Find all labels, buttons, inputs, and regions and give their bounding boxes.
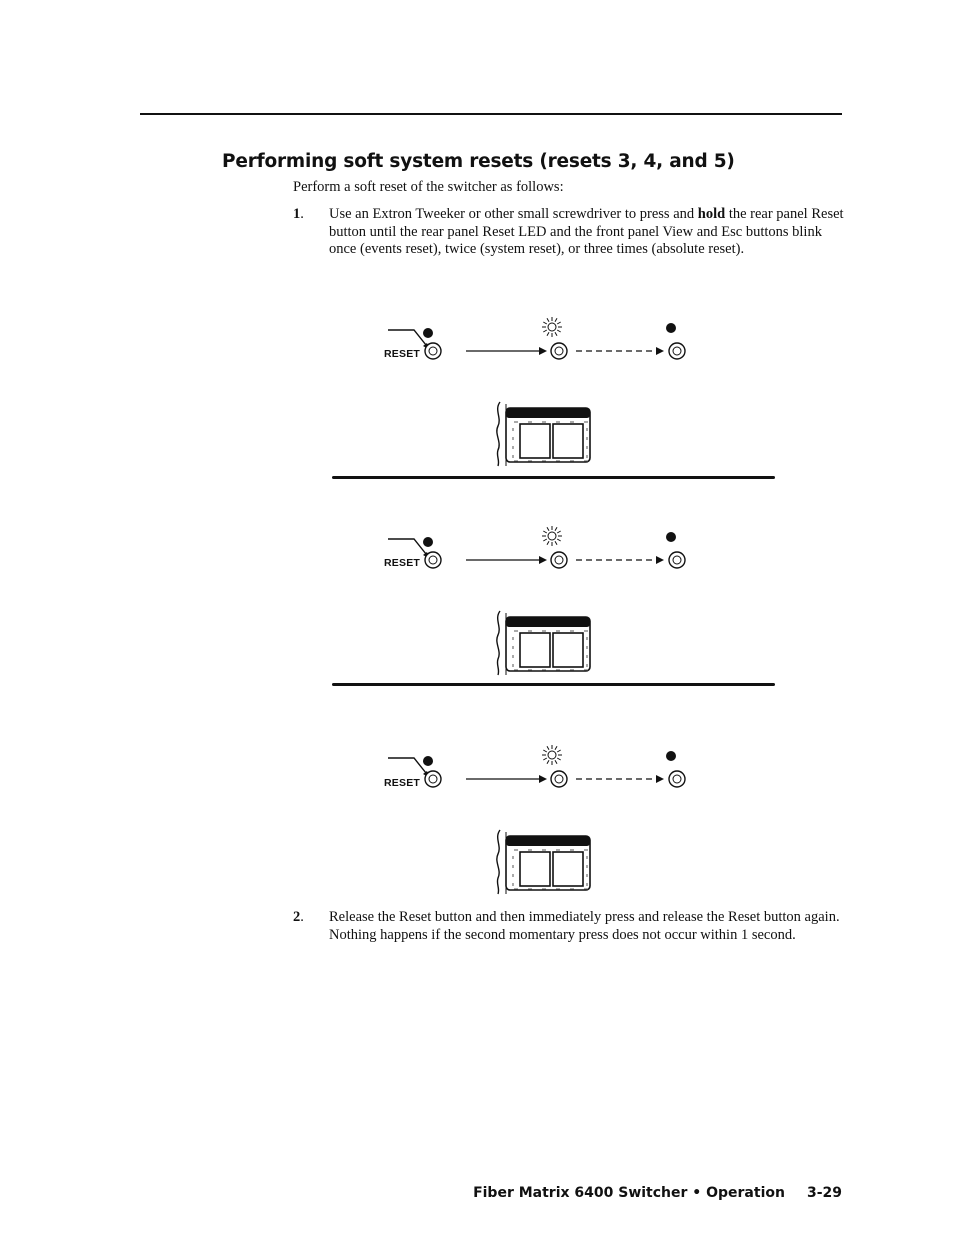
diagram-separator <box>332 683 775 686</box>
top-rule <box>140 113 842 115</box>
reset-label: RESET <box>384 557 421 569</box>
blinking-led-icon <box>542 745 562 765</box>
blinking-led-icon <box>542 526 562 546</box>
led-on <box>666 751 676 761</box>
reset-diagram-1 <box>330 306 780 476</box>
intro-text: Perform a soft reset of the switcher as follows: <box>293 179 564 195</box>
footer-title: Fiber Matrix 6400 Switcher • Operation <box>473 1185 785 1201</box>
led-on <box>666 532 676 542</box>
reset-label: RESET <box>384 348 421 360</box>
reset-led <box>423 537 433 547</box>
page-footer <box>473 1185 842 1201</box>
view-button <box>520 852 550 886</box>
led-on <box>666 323 676 333</box>
reset-led <box>423 328 433 338</box>
esc-button <box>553 633 583 667</box>
front-panel-buttons <box>497 830 590 894</box>
reset-diagram-svg <box>330 306 780 476</box>
step-number: 2. <box>293 909 304 925</box>
section-heading: Performing soft system resets (resets 3, 4, and 5) <box>222 151 735 172</box>
esc-button <box>553 424 583 458</box>
step-text: Release the Reset button and then immediately press and release the Reset button again. Nothing happens if the second momentary press does not occur within 1 second. <box>329 909 840 943</box>
front-panel-buttons <box>497 402 590 466</box>
reset-diagram-svg <box>330 734 780 904</box>
reset-diagram-2 <box>330 515 780 685</box>
reset-label: RESET <box>384 777 421 789</box>
reset-diagram-3 <box>330 734 780 904</box>
view-button <box>520 424 550 458</box>
page-number: 3-29 <box>806 1185 842 1201</box>
view-button <box>520 633 550 667</box>
diagram-separator <box>332 476 775 479</box>
reset-led <box>423 756 433 766</box>
bold-hold: hold <box>697 206 726 222</box>
reset-diagram-svg <box>330 515 780 685</box>
front-panel-buttons <box>497 611 590 675</box>
blinking-led-icon <box>542 317 562 337</box>
esc-button <box>553 852 583 886</box>
step-number: 1. <box>293 206 304 222</box>
step-text: Use an Extron Tweeker or other small screwdriver to press and hold the rear panel Reset button until the rear panel Reset LED and the front panel View and Esc buttons blink once (events reset), twice (system reset), or three times (absolute reset). <box>329 206 844 258</box>
